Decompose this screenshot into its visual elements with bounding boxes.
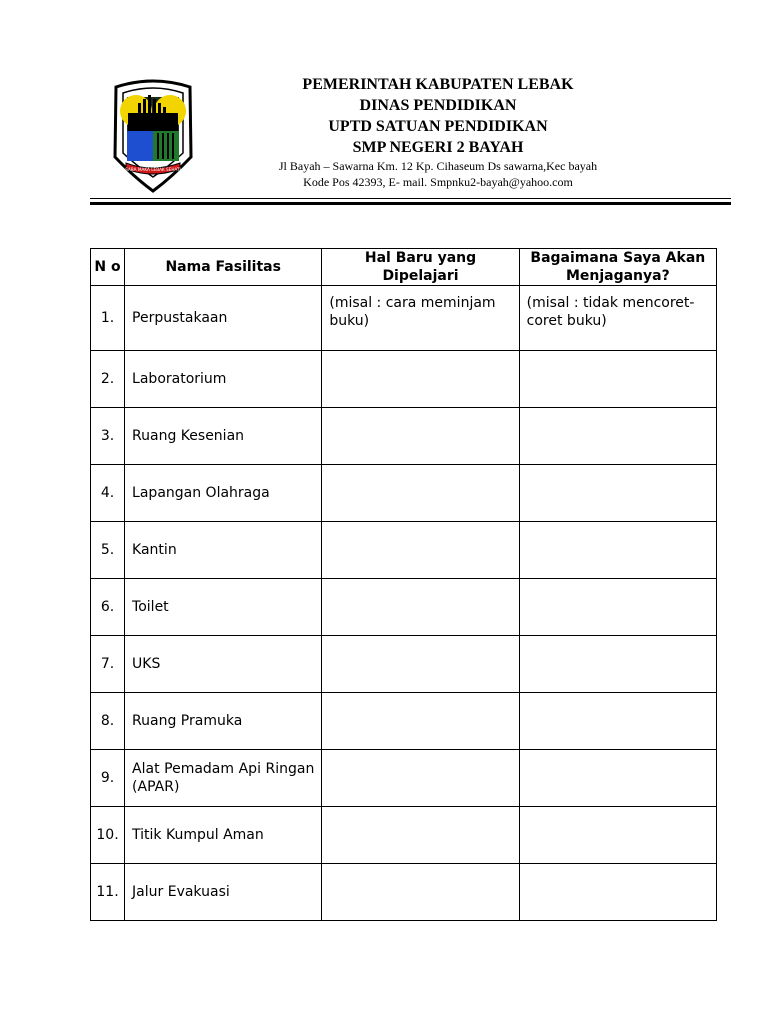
table-row <box>91 750 717 807</box>
learned-cell[interactable] <box>322 750 519 807</box>
row-number: 7. <box>91 636 125 693</box>
col-header-care: Bagaimana Saya Akan Menjaganya? <box>519 249 716 286</box>
care-cell[interactable] <box>519 636 716 693</box>
table-header-row <box>91 249 717 286</box>
table-row <box>91 351 717 408</box>
header-divider-thick <box>90 202 731 205</box>
learned-cell[interactable] <box>322 579 519 636</box>
learned-cell[interactable] <box>322 807 519 864</box>
facility-name: Alat Pemadam Api Ringan (APAR) <box>125 750 322 807</box>
care-cell[interactable] <box>519 351 716 408</box>
row-number: 2. <box>91 351 125 408</box>
table-row <box>91 465 717 522</box>
school-name: SMP NEGERI 2 BAYAH <box>352 139 524 156</box>
facility-name: Ruang Kesenian <box>125 408 322 465</box>
school-address: Jl Bayah – Sawarna Km. 12 Kp. Cihaseum Ds sawarna,Kec bayah <box>278 159 598 173</box>
care-cell[interactable] <box>519 522 716 579</box>
learned-cell[interactable] <box>322 693 519 750</box>
learned-cell[interactable] <box>322 522 519 579</box>
regency-crest-icon <box>110 77 196 193</box>
table-row <box>91 522 717 579</box>
table-row <box>91 408 717 465</box>
table-row <box>91 864 717 921</box>
care-cell[interactable] <box>519 807 716 864</box>
table-row <box>91 286 717 351</box>
care-cell[interactable] <box>519 579 716 636</box>
facility-name: Jalur Evakuasi <box>125 864 322 921</box>
facility-name: Lapangan Olahraga <box>125 465 322 522</box>
facility-name: Ruang Pramuka <box>125 693 322 750</box>
care-cell[interactable] <box>519 693 716 750</box>
letterhead <box>250 74 626 190</box>
care-cell[interactable] <box>519 465 716 522</box>
table-row <box>91 807 717 864</box>
table-row <box>91 636 717 693</box>
row-number: 9. <box>91 750 125 807</box>
table-row <box>91 579 717 636</box>
learned-cell[interactable] <box>322 636 519 693</box>
department-name: DINAS PENDIDIKAN <box>359 97 517 114</box>
row-number: 6. <box>91 579 125 636</box>
row-number: 4. <box>91 465 125 522</box>
facility-name: Kantin <box>125 522 322 579</box>
table-row <box>91 693 717 750</box>
learned-cell[interactable] <box>322 351 519 408</box>
header-divider-thin <box>90 198 731 199</box>
learned-cell[interactable] <box>322 465 519 522</box>
facility-name: Laboratorium <box>125 351 322 408</box>
row-number: 5. <box>91 522 125 579</box>
care-cell[interactable]: (misal : tidak mencoret-coret buku) <box>519 286 716 351</box>
row-number: 1. <box>91 286 125 351</box>
unit-name: UPTD SATUAN PENDIDIKAN <box>328 118 548 135</box>
facility-table <box>90 248 717 921</box>
facility-name: Toilet <box>125 579 322 636</box>
row-number: 11. <box>91 864 125 921</box>
care-cell[interactable] <box>519 864 716 921</box>
care-cell[interactable] <box>519 408 716 465</box>
col-header-facility: Nama Fasilitas <box>125 249 322 286</box>
care-cell[interactable] <box>519 750 716 807</box>
learned-cell[interactable] <box>322 408 519 465</box>
row-number: 3. <box>91 408 125 465</box>
facility-name: Perpustakaan <box>125 286 322 351</box>
col-header-no: N o <box>91 249 125 286</box>
col-header-learned: Hal Baru yang Dipelajari <box>322 249 519 286</box>
facility-name: UKS <box>125 636 322 693</box>
facility-name: Titik Kumpul Aman <box>125 807 322 864</box>
school-contact: Kode Pos 42393, E- mail. Smpnku2-bayah@yahoo.com <box>303 175 573 189</box>
row-number: 8. <box>91 693 125 750</box>
government-name: PEMERINTAH KABUPATEN LEBAK <box>302 76 574 93</box>
learned-cell[interactable]: (misal : cara meminjam buku) <box>322 286 519 351</box>
row-number: 10. <box>91 807 125 864</box>
learned-cell[interactable] <box>322 864 519 921</box>
svg-text:SABA MAKA LEBAK SEHATI: SABA MAKA LEBAK SEHATI <box>125 167 181 172</box>
